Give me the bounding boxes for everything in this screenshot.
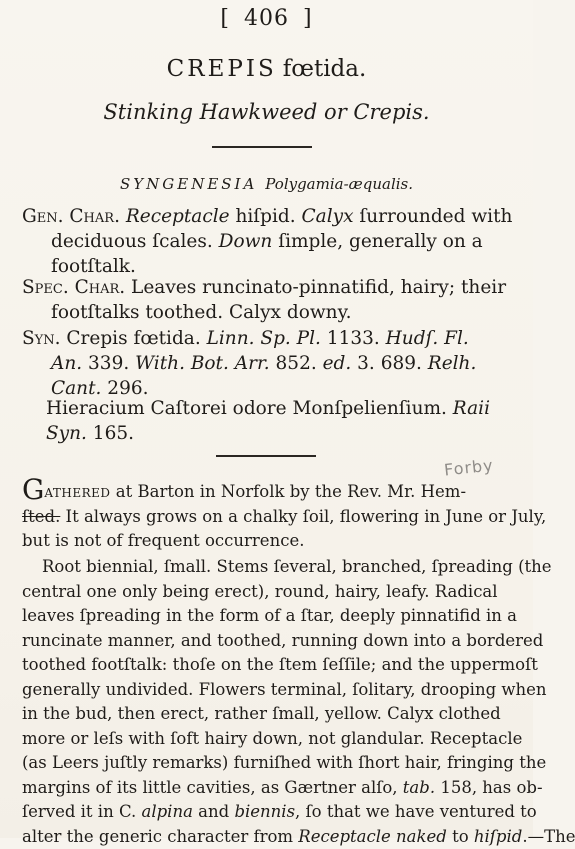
gen-char-term: Down — [219, 231, 273, 252]
spec-char-label: Spec. Char. — [22, 277, 125, 298]
paragraph-line — [22, 480, 512, 505]
divider-rule — [216, 455, 316, 457]
hieracium-synonym — [46, 396, 536, 446]
syn-ref: Cant. — [51, 378, 101, 399]
gen-char-text: ſimple, generally on a — [272, 231, 482, 252]
syn-label: Syn. — [22, 328, 61, 349]
hier-line — [46, 421, 536, 446]
hier-ref: Raii — [453, 398, 490, 419]
lead-word: athered — [44, 482, 110, 501]
syn-ref: Linn. Sp. Pl. — [207, 328, 321, 349]
gen-char-text: deciduous ſcales. — [51, 231, 219, 252]
paragraph-line: Root biennial, ſmall. Stems ſeveral, branched, ſpreading (the — [22, 555, 512, 580]
paragraph-text: ſerved it in C. — [22, 802, 141, 821]
plant-title — [0, 56, 533, 82]
syn-ref: Relh. — [428, 353, 477, 374]
class-name: SYNGENESIA — [120, 175, 257, 193]
paragraph-text: 158, has ob- — [435, 778, 542, 797]
hier-text: 165. — [87, 423, 134, 444]
paragraph-italic: alpina — [141, 802, 192, 821]
drop-cap: G — [22, 473, 44, 506]
syn-text: Crepis fœtida. — [61, 328, 207, 349]
spec-char-text: Leaves runcinato-pinnatifid, hairy; their — [125, 277, 506, 298]
paragraph-line: central one only being erect), round, hairy, leafy. Radical — [22, 580, 512, 605]
syn-ref: With. Bot. Arr. — [135, 353, 270, 374]
paragraph-line: (as Leers juſtly remarks) furniſhed with ſhort hair, fringing the — [22, 751, 512, 776]
syn-text: 1133. — [321, 328, 386, 349]
paragraph-line — [22, 776, 512, 801]
hier-ref: Syn. — [46, 423, 87, 444]
syn-text: 3. 689. — [351, 353, 427, 374]
spec-char-line — [22, 275, 512, 300]
bracket-left: [ — [220, 6, 230, 31]
struck-text: ſted. — [22, 507, 60, 526]
paragraph-text: and — [193, 802, 235, 821]
handwritten-annotation: Forby — [443, 455, 494, 479]
paragraph-line: generally undivided. Flowers terminal, ſolitary, drooping when — [22, 678, 512, 703]
species-name: fœtida. — [283, 56, 367, 82]
paragraph-text: margins of its little cavities, as Gærtner alſo, — [22, 778, 403, 797]
gen-char-line — [22, 204, 512, 229]
gen-char-term: Calyx — [302, 206, 354, 227]
paragraph-text: at Barton in Norfolk by the Rev. Mr. Hem- — [111, 482, 466, 501]
syn-ref: Hudſ. Fl. — [386, 328, 469, 349]
paragraph-text: It always grows on a chalky ſoil, flowering in June or July, — [60, 507, 546, 526]
gen-char-text: hiſpid. — [230, 206, 302, 227]
specific-character — [22, 275, 512, 325]
generic-character — [22, 204, 512, 279]
syn-line — [22, 326, 512, 351]
paragraph-line — [22, 800, 512, 825]
order-name: Polygamia-æqualis. — [265, 175, 413, 193]
paragraph-line: but is not of frequent occurrence. — [22, 529, 512, 554]
syn-line — [22, 351, 512, 376]
paragraph-text: to — [447, 827, 474, 846]
classification — [0, 175, 533, 193]
gen-char-term: Receptacle — [126, 206, 230, 227]
paragraph-line: more or leſs with ſoft hairy down, not glandular. Receptacle — [22, 727, 512, 752]
paragraph-line: toothed footſtalk: thoſe on the ſtem ſeſſile; and the uppermoſt — [22, 653, 512, 678]
gen-char-line: footſtalk. — [22, 254, 512, 279]
paragraph-line — [22, 505, 512, 530]
paragraph-line: in the bud, then erect, rather ſmall, yellow. Calyx clothed — [22, 702, 512, 727]
paragraph-description — [22, 555, 512, 849]
gen-char-text: ſurrounded with — [354, 206, 513, 227]
synonyms — [22, 326, 512, 401]
paragraph-line: leaves ſpreading in the form of a ſtar, deeply pinnatifid in a — [22, 604, 512, 629]
syn-ref: An. — [51, 353, 82, 374]
hier-line — [46, 396, 536, 421]
paragraph-habitat — [22, 480, 512, 554]
gen-char-label: Gen. Char. — [22, 206, 120, 227]
divider-rule — [212, 146, 312, 148]
common-name: Stinking Hawkweed or Crepis. — [0, 100, 533, 124]
spec-char-line: footſtalks toothed. Calyx downy. — [22, 300, 512, 325]
paragraph-text: .—The — [522, 827, 575, 846]
genus-name: CREPIS — [167, 56, 277, 82]
syn-text: 296. — [101, 378, 148, 399]
paragraph-italic: Receptacle naked — [298, 827, 447, 846]
syn-text: 339. — [82, 353, 135, 374]
syn-text: 852. — [270, 353, 323, 374]
paragraph-text: , ſo that we have ventured to — [295, 802, 537, 821]
paragraph-line: runcinate manner, and toothed, running down into a bordered — [22, 629, 512, 654]
page-number-value: 406 — [244, 6, 289, 31]
bracket-right: ] — [303, 6, 313, 31]
paragraph-line — [22, 825, 512, 849]
gen-char-line — [22, 229, 512, 254]
paragraph-italic: biennis — [234, 802, 295, 821]
syn-ref: ed. — [323, 353, 352, 374]
paragraph-text: alter the generic character from — [22, 827, 298, 846]
page-number — [0, 6, 533, 31]
paragraph-italic: tab. — [403, 778, 435, 797]
paragraph-italic: hiſpid — [474, 827, 522, 846]
hier-text: Hieracium Caſtorei odore Monſpelienſium. — [46, 398, 453, 419]
